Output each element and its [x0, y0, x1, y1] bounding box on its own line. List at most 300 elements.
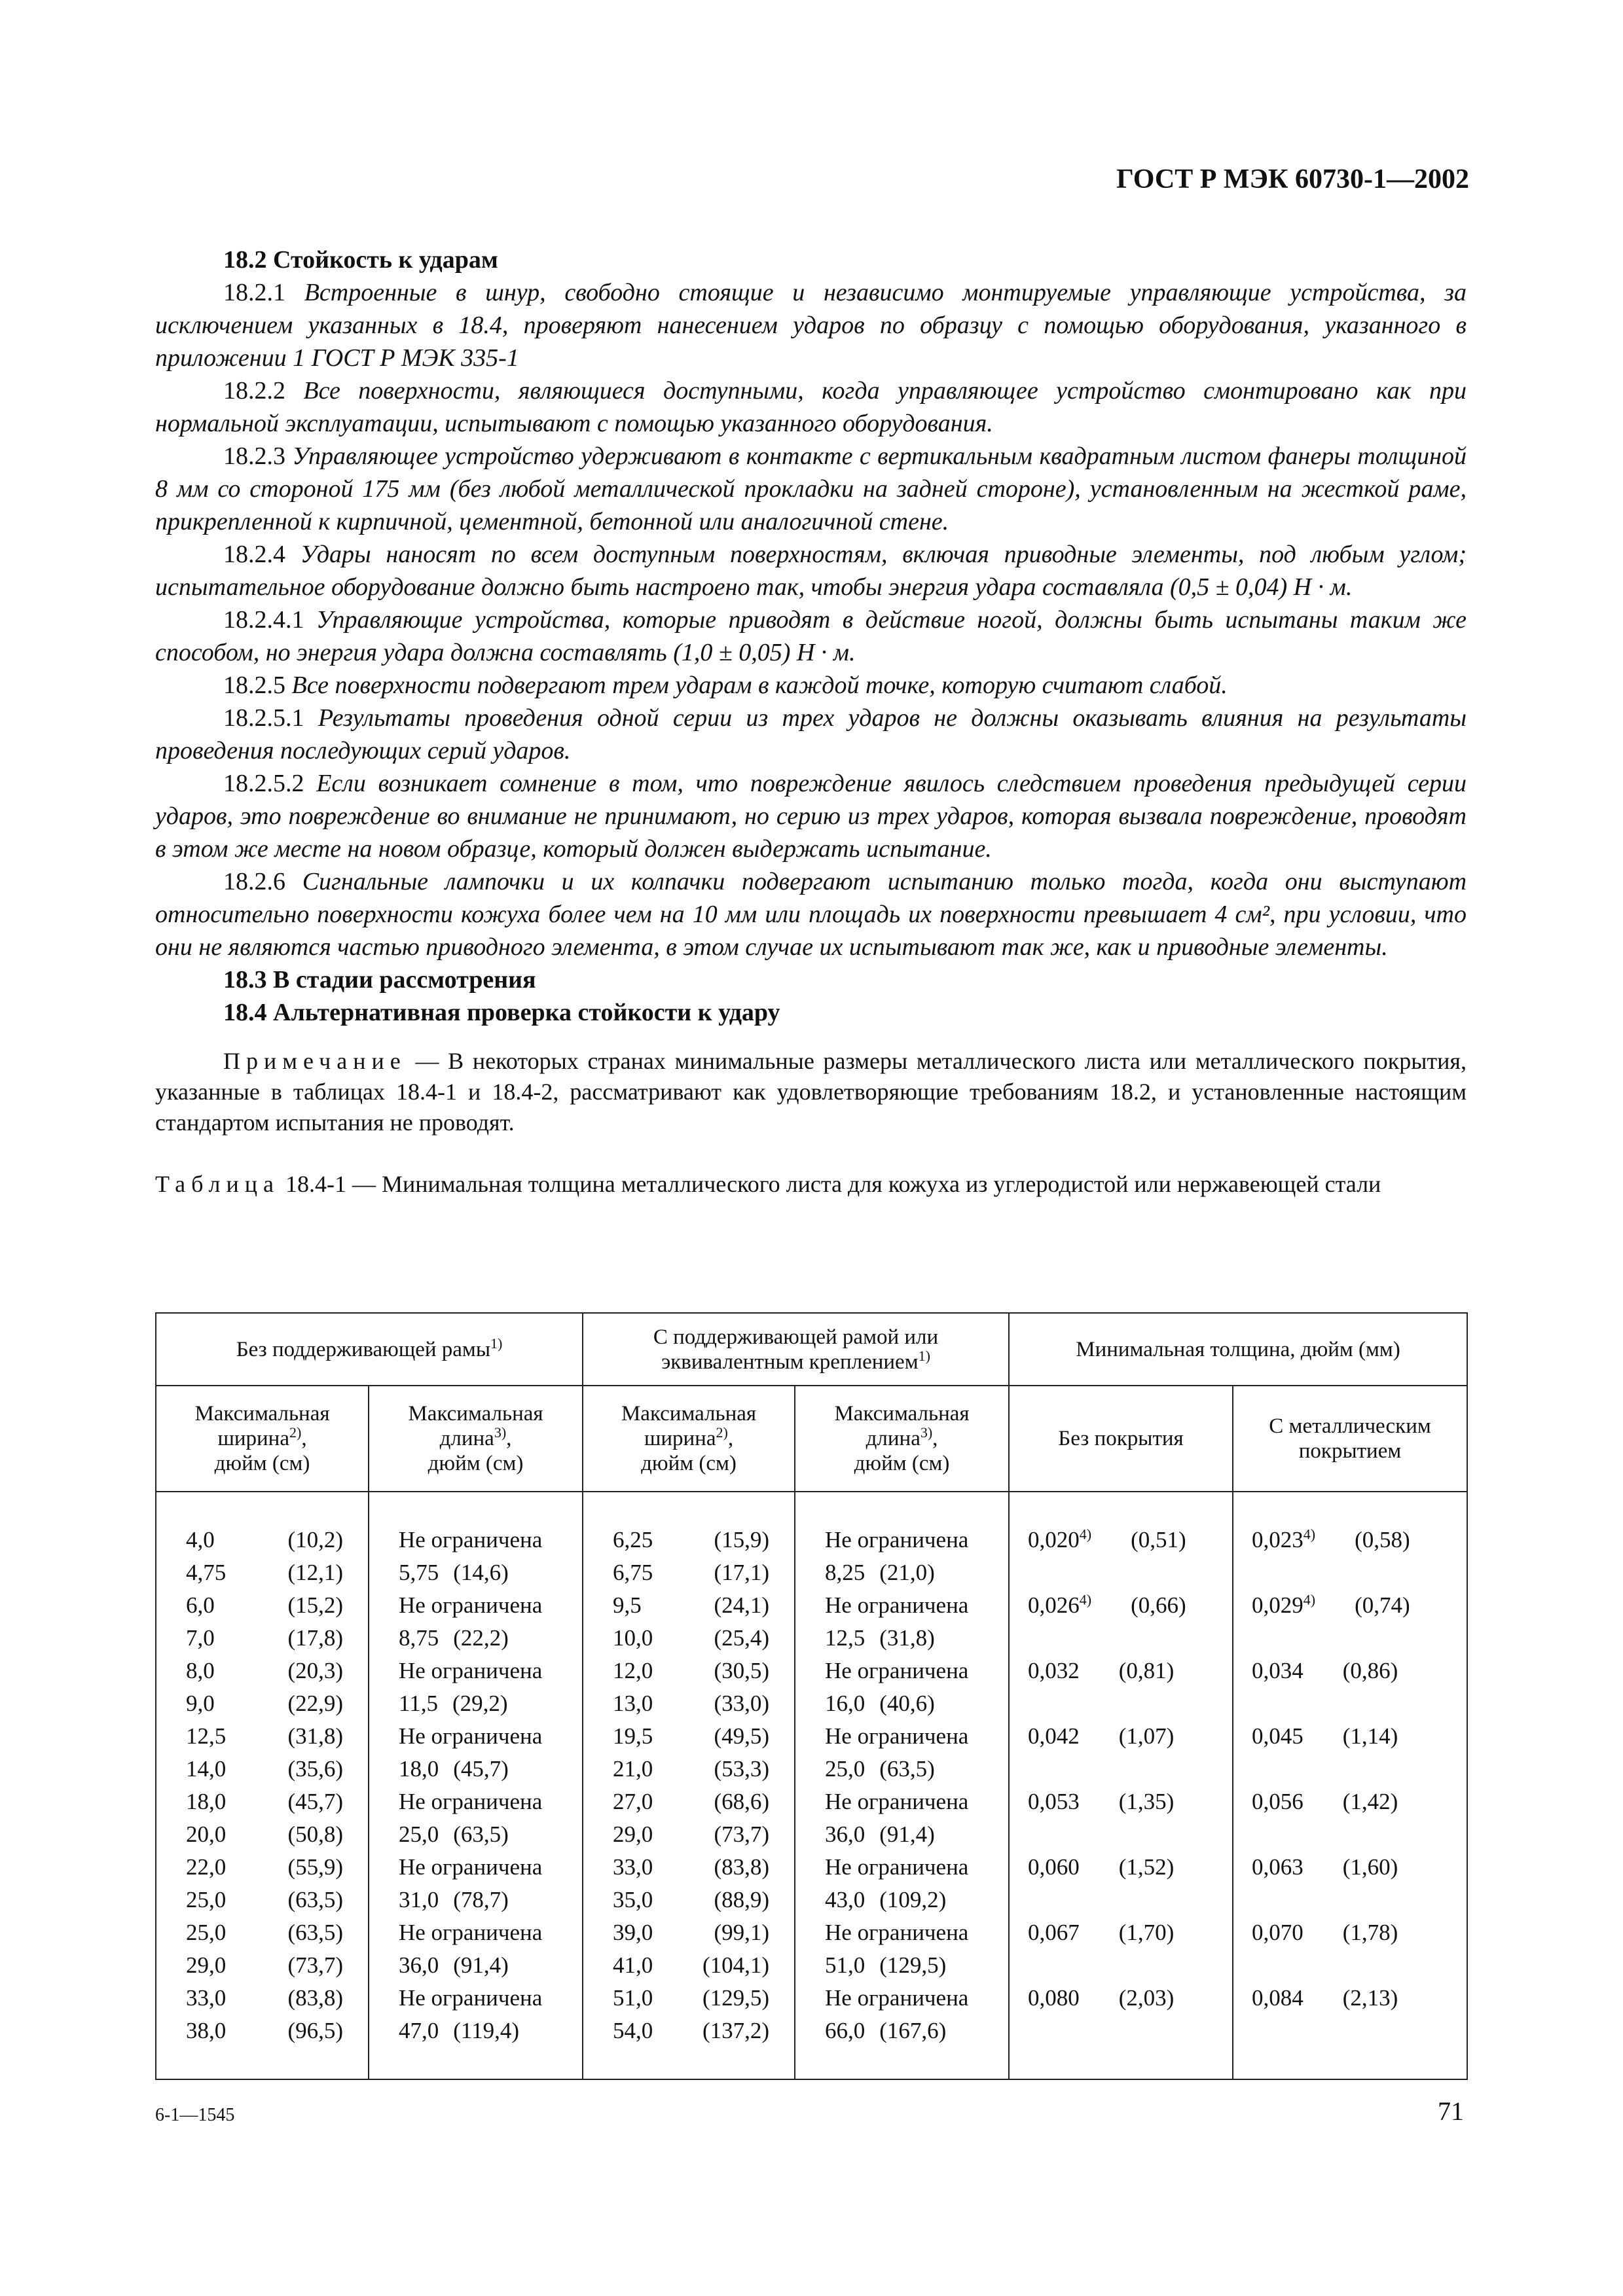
table-group-header [1009, 1313, 1467, 1386]
table-row [613, 1884, 781, 1916]
table-row [399, 1785, 569, 1818]
table-row [186, 2015, 355, 2047]
table-row [1028, 1524, 1219, 1589]
table-row [186, 1916, 355, 1949]
cell-value: Не ограничена [825, 1854, 969, 1880]
cell-value: Не ограничена [399, 1723, 543, 1749]
table-row [186, 1556, 355, 1589]
cell-metric: (17,1) [714, 1560, 770, 1585]
cell-value: 33,0 [186, 1985, 227, 2011]
table-sub-header-line: дюйм (см) [428, 1452, 524, 1475]
table-row [399, 1622, 569, 1655]
table-row [186, 1785, 355, 1818]
cell-metric: (2,13) [1342, 1985, 1398, 2011]
cell-metric: (31,8) [287, 1723, 343, 1749]
cell-value: 47,0 [399, 2018, 439, 2043]
clause-paragraph [155, 276, 1467, 374]
table-cell-list [583, 1492, 794, 2047]
cell-metric: (50,8) [287, 1821, 343, 1847]
cell-value: Не ограничена [825, 1789, 969, 1814]
cell-metric: (63,5) [879, 1756, 935, 1782]
table-row [1028, 1589, 1219, 1655]
table-sub-header-line: ширина$^{2)}$, [644, 1424, 734, 1450]
cell-value: 43,0 [825, 1887, 866, 1912]
cell-value [1028, 1982, 1080, 2015]
cell-value: 6,75 [613, 1560, 653, 1585]
cell-value: 4,0 [186, 1527, 215, 1552]
cell-value: 14,0 [186, 1756, 227, 1782]
table-row [613, 2015, 781, 2047]
cell-metric: (1,70) [1118, 1920, 1175, 1945]
table-sub-header-word: ширина [217, 1427, 289, 1450]
table-row [1252, 1589, 1453, 1655]
cell-metric: (2,03) [1118, 1985, 1175, 2011]
thickness-inch: 0,034 [1252, 1658, 1304, 1683]
cell-metric: (1,35) [1118, 1789, 1175, 1814]
cell-value: 22,0 [186, 1854, 227, 1880]
cell-value: 25,0 [825, 1756, 866, 1782]
cell-metric: (129,5) [702, 1985, 770, 2011]
table-row [613, 1818, 781, 1851]
cell-metric: (104,1) [702, 1952, 770, 1978]
cell-metric: (17,8) [287, 1625, 343, 1651]
document-body [155, 243, 1467, 1198]
table-row [613, 1851, 781, 1884]
table-row [825, 1818, 995, 1851]
thickness-inch: 0,026 [1028, 1592, 1080, 1618]
cell-metric: (22,2) [453, 1625, 509, 1651]
cell-metric: (31,8) [879, 1625, 935, 1651]
cell-value [1252, 1524, 1315, 1556]
table-row [825, 1785, 995, 1818]
cell-value: Не ограничена [825, 1920, 969, 1945]
table-row [399, 1524, 569, 1556]
note-paragraph [155, 1046, 1467, 1138]
thickness-inch: 0,053 [1028, 1789, 1080, 1814]
table-row [825, 1720, 995, 1753]
table-row [399, 1687, 569, 1720]
clause-number: 18.2.4 [223, 541, 285, 568]
thickness-inch: 0,029 [1252, 1592, 1304, 1618]
footnote-ref: 4) [1079, 1526, 1092, 1543]
footnote-ref: 3) [920, 1424, 933, 1441]
footnote-ref: 1) [490, 1335, 503, 1352]
cell-value: Не ограничена [399, 1854, 543, 1880]
table-sub-header [156, 1386, 369, 1492]
note-label: Примечание [223, 1048, 407, 1074]
table-row [399, 1916, 569, 1949]
cell-value [1252, 1851, 1304, 1884]
table-cell-list [156, 1492, 368, 2047]
table-sub-header [795, 1386, 1009, 1492]
cell-value: 25,0 [186, 1920, 227, 1945]
thickness-inch: 0,023 [1252, 1527, 1304, 1552]
cell-value: Не ограничена [399, 1920, 543, 1945]
cell-metric: (12,1) [287, 1560, 343, 1585]
table-sub-header-line: Максимальная [408, 1402, 543, 1426]
thickness-inch: 0,067 [1028, 1920, 1080, 1945]
cell-value: 6,0 [186, 1592, 215, 1618]
cell-value: 18,0 [399, 1756, 439, 1782]
cell-value: 54,0 [613, 2018, 653, 2043]
cell-value: 8,25 [825, 1560, 866, 1585]
cell-value: 6,25 [613, 1527, 653, 1552]
table-col-coated [1233, 1492, 1467, 2079]
cell-metric: (25,4) [714, 1625, 770, 1651]
cell-value: 27,0 [613, 1789, 653, 1814]
table-sub-header-line: Без покрытия [1058, 1427, 1184, 1450]
footnote-ref: 4) [1303, 1591, 1316, 1608]
cell-metric: (0,66) [1131, 1592, 1186, 1618]
table-row [613, 1655, 781, 1687]
table-caption-text: 18.4-1 — Минимальная толщина металлического листа для кожуха из углеродистой или нержавеющей стали [279, 1171, 1381, 1197]
clause-text: Все поверхности, являющиеся доступными, когда управляющее устройство смонтировано как при нормальной эксплуатации, испытывают с помощью указанного оборудования. [155, 377, 1467, 437]
table-sub-header [1233, 1386, 1467, 1492]
cell-value: 16,0 [825, 1691, 866, 1716]
table-row [613, 1556, 781, 1589]
table-sub-header-word: покрытием [1298, 1439, 1402, 1463]
footer-code: 6-1—1545 [155, 2105, 235, 2125]
thickness-inch: 0,056 [1252, 1789, 1304, 1814]
table-cell-list [795, 1492, 1008, 2047]
table-row [825, 1655, 995, 1687]
thickness-inch: 0,060 [1028, 1854, 1080, 1880]
cell-metric: (109,2) [879, 1887, 947, 1912]
cell-value: Не ограничена [825, 1592, 969, 1618]
table-sub-header-word: ширина [644, 1427, 716, 1450]
cell-value: 5,75 [399, 1560, 439, 1585]
table-col-length-noframe [369, 1492, 583, 2079]
cell-value: 51,0 [613, 1985, 653, 2011]
table-sub-header-line: С металлическим [1269, 1414, 1431, 1438]
cell-metric: (1,60) [1342, 1854, 1398, 1880]
cell-metric: (167,6) [879, 2018, 947, 2043]
clause-number: 18.2.4.1 [223, 606, 304, 634]
cell-metric: (63,5) [453, 1821, 509, 1847]
cell-metric: (33,0) [714, 1691, 770, 1716]
table-row [399, 1589, 569, 1622]
cell-value: Не ограничена [399, 1658, 543, 1683]
table-row [825, 1982, 995, 2015]
table-sub-header-line: дюйм (см) [214, 1452, 310, 1475]
cell-value: 21,0 [613, 1756, 653, 1782]
section-heading: 18.3 В стадии рассмотрения [223, 966, 536, 994]
cell-metric: (96,5) [287, 2018, 343, 2043]
cell-value: 9,0 [186, 1691, 215, 1716]
table-sub-header [1009, 1386, 1233, 1492]
cell-metric: (91,4) [879, 1821, 935, 1847]
table-row [613, 1589, 781, 1622]
thickness-inch: 0,042 [1028, 1723, 1080, 1749]
table-cell-list [1233, 1492, 1467, 2047]
cell-metric: (20,3) [287, 1658, 343, 1683]
thickness-inch: 0,063 [1252, 1854, 1304, 1880]
note-text: — В некоторых странах минимальные размеры металлического листа или металлического покрытия, указанные в таблицах 18.4-1 и 18.4-2, рассматривают как удовлетворяющие требованиям 18.2, и установленные настоящим стандартом испытания не проводят. [155, 1048, 1467, 1136]
footnote-ref: 4) [1079, 1591, 1092, 1608]
cell-value [1252, 1720, 1304, 1753]
table-row [825, 1753, 995, 1785]
clause-number: 18.2.6 [223, 868, 285, 895]
table-row [186, 1720, 355, 1753]
table-row [186, 1589, 355, 1622]
table-row [186, 1982, 355, 2015]
cell-metric: (24,1) [714, 1592, 770, 1618]
cell-metric: (45,7) [453, 1756, 509, 1782]
cell-value [1028, 1589, 1091, 1622]
clause-text: Сигнальные лампочки и их колпачки подвергают испытанию только тогда, когда они выступают относительно поверхности кожуха более чем на 10 мм или площадь их поверхности превышает 4 см², при условии, что они не являются частью приводного элемента, в этом случае их испытывают так же, как и приводные элементы. [155, 868, 1467, 961]
table-sub-header-line: длина$^{3)}$, [866, 1424, 938, 1450]
clause-text: Удары наносят по всем доступным поверхностям, включая приводные элементы, под любым углом; испытательное оборудование должно быть настроено так, чтобы энергия удара составляла (0,5 ± 0,04) Н · м. [155, 541, 1467, 601]
table-sub-header-line: Максимальная [194, 1402, 330, 1426]
clause-paragraph [155, 603, 1467, 669]
cell-metric: (53,3) [714, 1756, 770, 1782]
table-sub-header [583, 1386, 795, 1492]
cell-value: 29,0 [613, 1821, 653, 1847]
table-row [825, 1524, 995, 1556]
table-row [399, 1851, 569, 1884]
cell-value: 12,5 [825, 1625, 866, 1651]
table-group-header-text: Без поддерживающей рамы [236, 1337, 490, 1361]
cell-value: 36,0 [825, 1821, 866, 1847]
thickness-inch: 0,045 [1252, 1723, 1304, 1749]
cell-metric: (45,7) [287, 1789, 343, 1814]
cell-metric: (15,9) [714, 1527, 770, 1552]
table-row [613, 1687, 781, 1720]
cell-value: 9,5 [613, 1592, 642, 1618]
table-row [613, 1982, 781, 2015]
cell-metric: (137,2) [702, 2018, 770, 2043]
table-row [1252, 1982, 1453, 2047]
table-row [1252, 1916, 1453, 1982]
cell-value [1028, 1851, 1080, 1884]
table-row [399, 1818, 569, 1851]
thickness-table [155, 1312, 1468, 2080]
cell-metric: (49,5) [714, 1723, 770, 1749]
cell-value: Не ограничена [825, 1527, 969, 1552]
page-number: 71 [1438, 2096, 1464, 2126]
cell-metric: (55,9) [287, 1854, 343, 1880]
cell-metric: (35,6) [287, 1756, 343, 1782]
table-row [1252, 1720, 1453, 1785]
table-sub-header-line: дюйм (см) [854, 1452, 950, 1475]
table-row [613, 1524, 781, 1556]
cell-metric: (29,2) [452, 1691, 508, 1716]
cell-metric: (1,07) [1118, 1723, 1175, 1749]
table-col-width-frame [583, 1492, 795, 2079]
table-row [186, 1524, 355, 1556]
cell-metric: (73,7) [714, 1821, 770, 1847]
cell-value: 19,5 [613, 1723, 653, 1749]
table-sub-header-line: длина$^{3)}$, [439, 1424, 512, 1450]
cell-metric: (0,74) [1355, 1592, 1410, 1618]
cell-value: 31,0 [399, 1887, 439, 1912]
cell-value: 36,0 [399, 1952, 439, 1978]
table-row [1028, 1785, 1219, 1851]
cell-value [1252, 1916, 1304, 1949]
cell-metric: (1,52) [1118, 1854, 1175, 1880]
thickness-inch: 0,080 [1028, 1985, 1080, 2011]
table-row [825, 1916, 995, 1949]
cell-value: 29,0 [186, 1952, 227, 1978]
table-sub-header-word: длина [439, 1427, 494, 1450]
table-row [186, 1884, 355, 1916]
cell-metric: (0,86) [1342, 1658, 1398, 1683]
thickness-inch: 0,070 [1252, 1920, 1304, 1945]
cell-value [1028, 1655, 1080, 1687]
table-col-uncoated [1009, 1492, 1233, 2079]
table-row [399, 1982, 569, 2015]
table-row [186, 1622, 355, 1655]
table-cell-list [1010, 1492, 1232, 2047]
cell-value: 51,0 [825, 1952, 866, 1978]
table-col-length-frame [795, 1492, 1009, 2079]
clause-text: Если возникает сомнение в том, что повреждение явилось следствием проведения предыдущей серии ударов, это повреждение во внимание не принимают, но серию из трех ударов, которая вызвала повреждение, проводят в этом же месте на новом образце, который должен выдержать испытание. [155, 770, 1467, 863]
cell-metric: (1,42) [1342, 1789, 1398, 1814]
table-row [1028, 1720, 1219, 1785]
section-heading: 18.4 Альтернативная проверка стойкости к удару [223, 999, 780, 1026]
table-row [1252, 1524, 1453, 1589]
cell-value: 20,0 [186, 1821, 227, 1847]
cell-value [1028, 1785, 1080, 1818]
document-header: ГОСТ Р МЭК 60730-1—2002 [1116, 164, 1469, 194]
table-row [1252, 1655, 1453, 1720]
table-row [399, 1949, 569, 1982]
cell-value [1252, 1589, 1315, 1622]
table-row [825, 1589, 995, 1622]
table-row [399, 1655, 569, 1687]
cell-metric: (21,0) [879, 1560, 935, 1585]
cell-value [1028, 1916, 1080, 1949]
cell-metric: (83,8) [714, 1854, 770, 1880]
table-row [613, 1785, 781, 1818]
cell-value: 66,0 [825, 2018, 866, 2043]
cell-metric: (0,58) [1355, 1527, 1410, 1552]
clause-paragraph [155, 374, 1467, 440]
cell-metric: (63,5) [287, 1920, 343, 1945]
cell-metric: (63,5) [287, 1887, 343, 1912]
table-row [1028, 1655, 1219, 1720]
thickness-inch: 0,084 [1252, 1985, 1304, 2011]
cell-value: 39,0 [613, 1920, 653, 1945]
table-row [1252, 1785, 1453, 1851]
table-row [1252, 1851, 1453, 1916]
table-sub-header [369, 1386, 583, 1492]
thickness-inch: 0,032 [1028, 1658, 1080, 1683]
cell-metric: (15,2) [287, 1592, 343, 1618]
table-col-width-noframe [156, 1492, 369, 2079]
table-row [825, 1851, 995, 1884]
table-sub-header-line: Максимальная [621, 1402, 757, 1426]
cell-value: Не ограничена [399, 1789, 543, 1814]
clause-text: Все поверхности подвергают трем ударам в каждой точке, которую считают слабой. [291, 672, 1228, 699]
cell-metric: (83,8) [287, 1985, 343, 2011]
table-row [613, 1916, 781, 1949]
table-row [613, 1720, 781, 1753]
table-row [186, 1753, 355, 1785]
cell-value: 8,75 [399, 1625, 439, 1651]
cell-value: 38,0 [186, 2018, 227, 2043]
cell-value: Не ограничена [825, 1723, 969, 1749]
table-sub-header-line: дюйм (см) [641, 1452, 737, 1475]
cell-value: Не ограничена [399, 1592, 543, 1618]
table-group-header [583, 1313, 1009, 1386]
table-sub-header-line: ширина$^{2)}$, [217, 1424, 307, 1450]
cell-value: 12,5 [186, 1723, 227, 1749]
footnote-ref: 1) [918, 1347, 930, 1364]
cell-value [1028, 1720, 1080, 1753]
table-row [825, 1556, 995, 1589]
cell-metric: (99,1) [714, 1920, 770, 1945]
table-group-header-text: Минимальная толщина, дюйм (мм) [1076, 1337, 1400, 1361]
table-row [186, 1655, 355, 1687]
clause-text: Результаты проведения одной серии из трех ударов не должны оказывать влияния на результаты проведения последующих серий ударов. [155, 704, 1467, 764]
cell-value: 12,0 [613, 1658, 653, 1683]
cell-metric: (119,4) [453, 2018, 520, 2043]
cell-value: 25,0 [186, 1887, 227, 1912]
cell-metric: (91,4) [453, 1952, 509, 1978]
cell-metric: (40,6) [879, 1691, 935, 1716]
cell-metric: (0,81) [1118, 1658, 1175, 1683]
table-row [825, 2015, 995, 2047]
cell-value: Не ограничена [825, 1658, 969, 1683]
clause-number: 18.2.3 [223, 442, 285, 470]
cell-metric: (1,14) [1342, 1723, 1398, 1749]
table-row [399, 1753, 569, 1785]
clause-paragraph [155, 538, 1467, 603]
cell-metric: (22,9) [287, 1691, 343, 1716]
table-group-header-text: С поддерживающей рамой или эквивалентным креплением [653, 1325, 939, 1374]
footnote-ref: 4) [1303, 1526, 1316, 1543]
cell-value: 4,75 [186, 1560, 227, 1585]
cell-value: Не ограничена [399, 1985, 543, 2011]
footnote-ref: 2) [716, 1424, 728, 1441]
table-row [399, 1556, 569, 1589]
cell-value: 25,0 [399, 1821, 439, 1847]
table-group-header [156, 1313, 583, 1386]
clause-paragraph [155, 865, 1467, 963]
cell-metric: (1,78) [1342, 1920, 1398, 1945]
section-heading: 18.2 Стойкость к ударам [223, 246, 498, 274]
table-caption-label: Таблица [155, 1171, 280, 1197]
cell-metric: (14,6) [453, 1560, 509, 1585]
cell-value [1252, 1785, 1304, 1818]
clause-text: Управляющие устройства, которые приводят в действие ногой, должны быть испытаны таким же способом, но энергия удара должна составлять (1,0 ± 0,05) Н · м. [155, 606, 1467, 666]
clause-paragraph [155, 767, 1467, 865]
table-row [186, 1851, 355, 1884]
clause-number: 18.2.2 [223, 377, 285, 404]
cell-metric: (88,9) [714, 1887, 770, 1912]
thickness-inch: 0,020 [1028, 1527, 1080, 1552]
clause-paragraph [155, 702, 1467, 767]
clause-paragraph [155, 669, 1467, 702]
clause-text: Управляющее устройство удерживают в контакте с вертикальным квадратным листом фанеры толщиной 8 мм со стороной 175 мм (без любой металлической прокладки на задней стороне), установленным на жесткой раме, прикрепленной к кирпичной, цементной, бетонной или аналогичной стене. [155, 442, 1467, 535]
table-row [186, 1818, 355, 1851]
clause-text: Встроенные в шнур, свободно стоящие и независимо монтируемые управляющие устройства, за исключением указанных в 18.4, проверяют нанесением ударов по образцу с помощью оборудования, указанного в приложении 1 ГОСТ Р МЭК 335-1 [155, 279, 1467, 372]
cell-value: 7,0 [186, 1625, 215, 1651]
table-row [613, 1622, 781, 1655]
table-row [825, 1949, 995, 1982]
table-row [399, 1884, 569, 1916]
table-row [825, 1884, 995, 1916]
cell-value: Не ограничена [399, 1527, 543, 1552]
cell-metric: (78,7) [453, 1887, 509, 1912]
cell-value: 33,0 [613, 1854, 653, 1880]
cell-metric: (0,51) [1131, 1527, 1186, 1552]
table-row [613, 1949, 781, 1982]
clause-number: 18.2.5.1 [223, 704, 304, 732]
table-cell-list [369, 1492, 582, 2047]
table-row [825, 1687, 995, 1720]
